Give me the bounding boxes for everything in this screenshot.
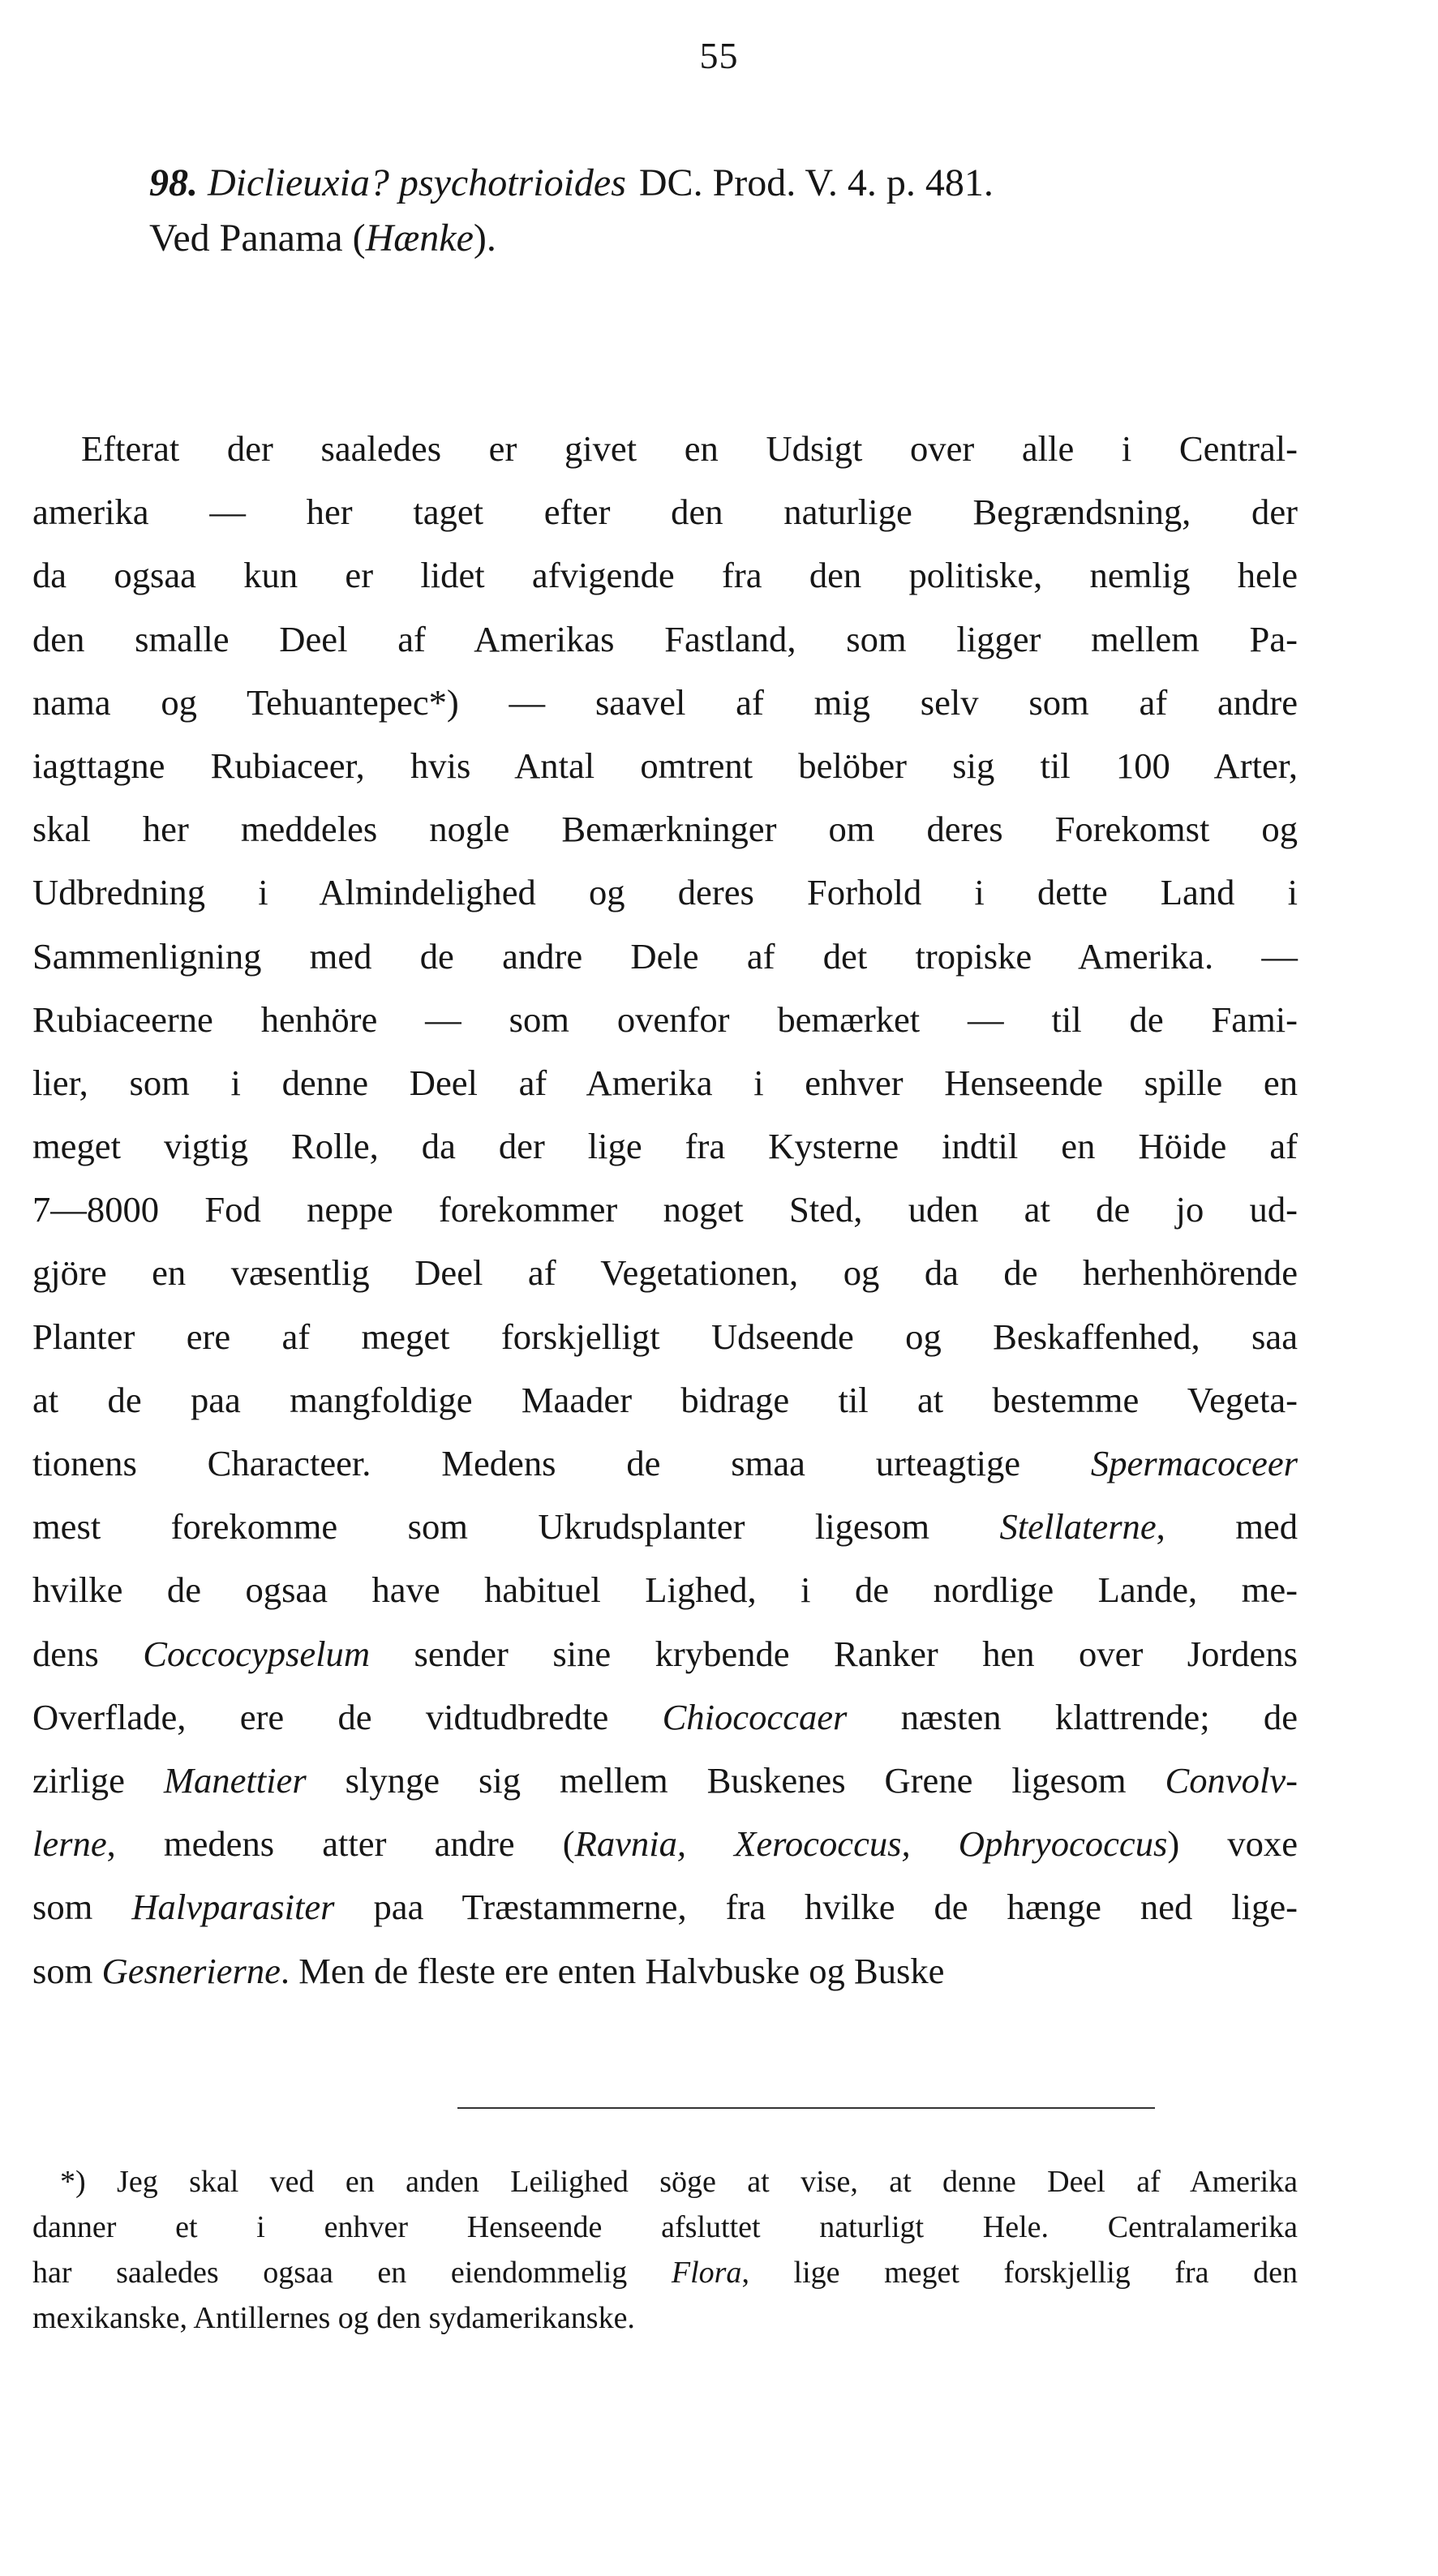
text-run: som	[32, 1950, 102, 1991]
italic-term: lerne	[32, 1823, 107, 1865]
text-run: 7—8000 Fod neppe forekommer noget Sted, uden at de jo ud-	[32, 1189, 1298, 1230]
text-line	[32, 861, 1298, 924]
text-run: Udbredning i Almindelighed og deres Forhold i dette Land i	[32, 872, 1298, 913]
text-line	[32, 543, 1298, 607]
text-line	[32, 988, 1298, 1051]
species-entry	[149, 156, 1317, 266]
footnote-divider	[457, 2107, 1155, 2109]
species-locality	[149, 211, 1317, 266]
text-line	[32, 480, 1298, 543]
text-line	[32, 1875, 1298, 1938]
footnote	[32, 2159, 1298, 2341]
italic-term: Gesnerierne	[101, 1950, 281, 1991]
text-run: dens	[32, 1633, 144, 1674]
text-run: . Men de fleste ere enten Halvbuske og Buske	[280, 1950, 945, 1991]
text-line	[32, 1939, 1298, 2003]
text-line	[32, 1812, 1298, 1875]
italic-term: Halvparasiter	[131, 1887, 335, 1928]
text-run: Sammenligning med de andre Dele af det tropiske Amerika. —	[32, 935, 1298, 977]
text-run: meget vigtig Rolle, da der lige fra Kysterne indtil en Höide af	[32, 1126, 1298, 1167]
text-line	[32, 671, 1298, 734]
text-run: iagttagne Rubiaceer, hvis Antal omtrent belöber sig til 100 Arter,	[32, 745, 1298, 786]
text-run: nama og Tehuantepec*) — saavel af mig selv som af andre	[32, 681, 1298, 723]
text-line	[32, 417, 1298, 480]
text-line	[32, 1432, 1298, 1495]
text-run: har saaledes ogsaa en eiendommelig	[32, 2256, 672, 2290]
italic-term: Ravnia, Xerococcus, Ophryococcus	[574, 1823, 1168, 1865]
text-line	[32, 608, 1298, 671]
italic-term: Convolv-	[1165, 1759, 1298, 1801]
text-run: amerika — her taget efter den naturlige Begrændsning, der	[32, 492, 1298, 533]
italic-term: Manettier	[163, 1759, 307, 1801]
main-text	[32, 417, 1298, 2003]
text-line	[32, 925, 1298, 988]
species-genus: Diclieuxia?	[208, 161, 389, 204]
text-line	[32, 1178, 1298, 1241]
species-number: 98.	[149, 161, 198, 204]
text-run: Planter ere af meget forskjelligt Udseende og Beskaffenhed, saa	[32, 1316, 1298, 1357]
text-run: *) Jeg skal ved en anden Leilighed söge at vise, at denne Deel af Amerika	[60, 2165, 1298, 2199]
text-line	[32, 1368, 1298, 1432]
text-run: danner et i enhver Henseende afsluttet naturligt Hele. Centralamerika	[32, 2210, 1298, 2244]
italic-term: Coccocypselum	[143, 1633, 371, 1674]
text-run: sender sine krybende Ranker hen over Jordens	[370, 1633, 1298, 1674]
locality-prefix: Ved Panama (	[149, 217, 366, 260]
text-run: paa Træstammerne, fra hvilke de hænge ned lige-	[334, 1887, 1298, 1928]
footnote-line	[32, 2295, 1298, 2341]
text-run: gjöre en væsentlig Deel af Vegetationen, og da de herhenhörende	[32, 1252, 1298, 1294]
species-epithet: psychotrioides	[398, 161, 626, 204]
text-line	[32, 1558, 1298, 1621]
text-line	[32, 1305, 1298, 1368]
locality-suffix: ).	[473, 217, 496, 260]
text-run: næsten klattrende; de	[847, 1696, 1298, 1737]
text-line	[32, 1495, 1298, 1558]
italic-term: Chiococcaer	[662, 1696, 848, 1737]
text-run: skal her meddeles nogle Bemærkninger om deres Forekomst og	[32, 809, 1298, 850]
species-entry-heading	[149, 156, 1317, 211]
page-number: 55	[699, 35, 739, 76]
text-run: Overflade, ere de vidtudbredte	[32, 1696, 663, 1737]
text-run: , medens atter andre (	[106, 1823, 575, 1865]
species-reference: DC. Prod. V. 4. p. 481.	[638, 161, 994, 204]
text-line	[32, 734, 1298, 797]
text-line	[32, 1622, 1298, 1685]
italic-term: Flora	[671, 2256, 742, 2290]
text-line	[32, 797, 1298, 861]
footnote-line	[32, 2250, 1298, 2295]
text-line	[32, 1114, 1298, 1178]
text-run: at de paa mangfoldige Maader bidrage til at bestemme Vegeta-	[32, 1379, 1298, 1420]
text-run: lier, som i denne Deel af Amerika i enhver Henseende spille en	[32, 1062, 1298, 1103]
text-run: tionens Characteer. Medens de smaa urteagtige	[32, 1443, 1091, 1483]
italic-term: Stellaterne	[999, 1506, 1157, 1548]
collector-name: Hænke	[365, 217, 474, 260]
text-run: mest forekomme som Ukrudsplanter ligesom	[32, 1506, 1000, 1548]
text-run: zirlige	[32, 1759, 164, 1801]
text-run: hvilke de ogsaa have habituel Lighed, i de nordlige Lande, me-	[32, 1569, 1298, 1611]
footnote-line	[32, 2205, 1298, 2250]
text-run: mexikanske, Antillernes og den sydamerikanske.	[32, 2301, 635, 2335]
italic-term: Spermacoceer	[1090, 1443, 1298, 1483]
text-run: , lige meget forskjellig fra den	[741, 2256, 1298, 2290]
text-line	[32, 1685, 1298, 1749]
text-line	[32, 1749, 1298, 1812]
text-line	[32, 1241, 1298, 1304]
text-run: ) voxe	[1167, 1823, 1298, 1865]
text-run: den smalle Deel af Amerikas Fastland, som ligger mellem Pa-	[32, 618, 1298, 659]
text-run: Efterat der saaledes er givet en Udsigt over alle i Central-	[81, 428, 1298, 469]
text-run: som	[32, 1887, 132, 1928]
text-run: da ogsaa kun er lidet afvigende fra den politiske, nemlig hele	[32, 555, 1298, 596]
text-line	[32, 1051, 1298, 1114]
text-run: slynge sig mellem Buskenes Grene ligesom	[306, 1759, 1165, 1801]
footnote-line	[32, 2159, 1298, 2205]
text-run: , med	[1156, 1506, 1298, 1548]
text-run: Rubiaceerne henhöre — som ovenfor bemærket — til de Fami-	[32, 998, 1298, 1040]
